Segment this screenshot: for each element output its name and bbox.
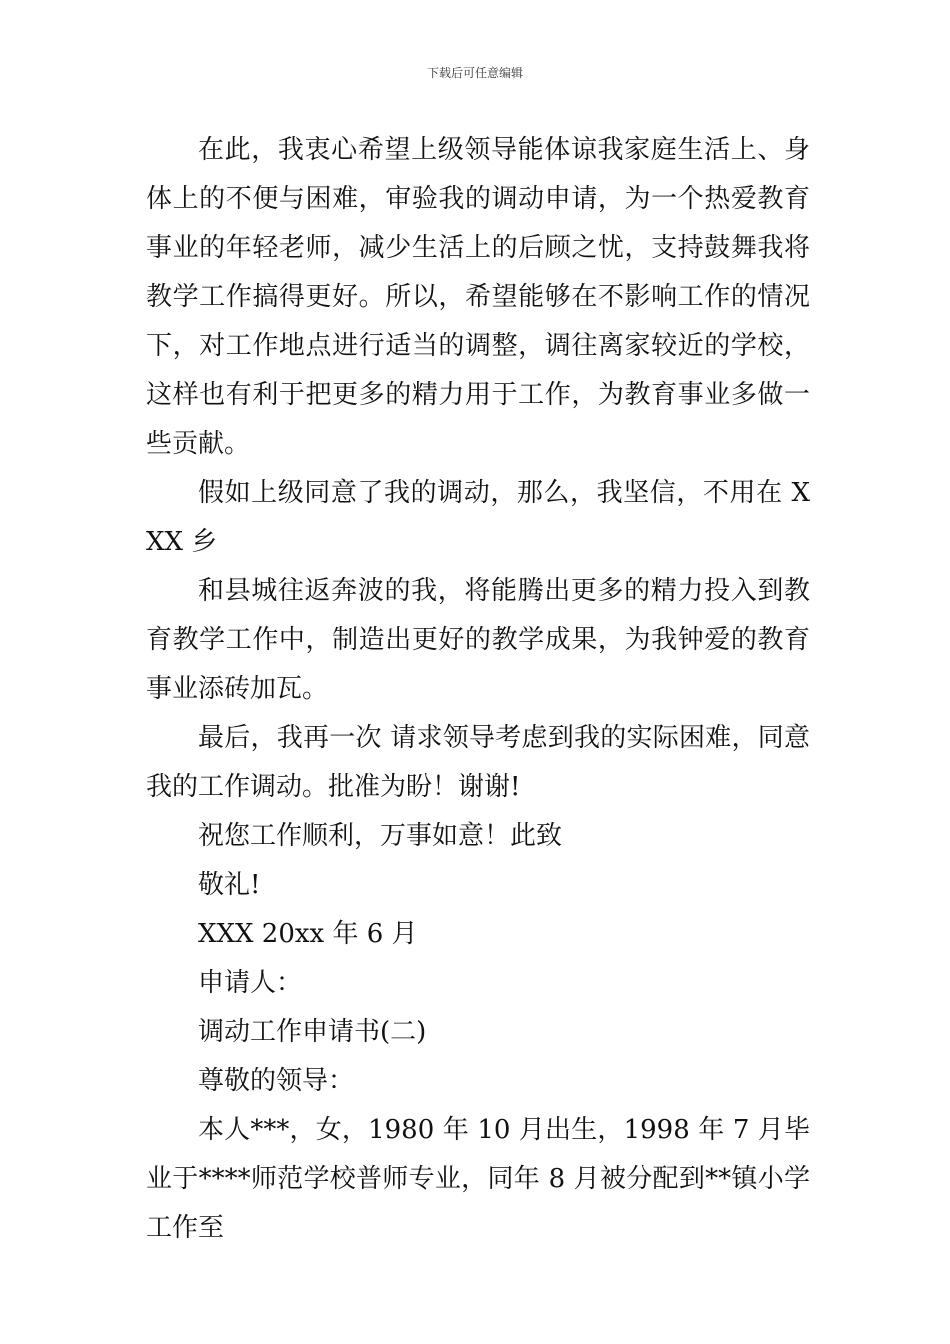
signature-date: XXX 20xx 年 6 月	[198, 919, 418, 949]
signature-applicant: 申请人：	[198, 968, 303, 998]
paragraph-county-commute: 和县城往返奔波的我，将能腾出更多的精力投入到教育教学工作中，制造出更好的教学成果，为我钟爱的教育事业添砖加瓦。	[146, 576, 810, 704]
paragraph-self-intro: 本人***，女，1980 年 10 月出生，1998 年 7 月毕业于****师范学校普师专业，同年 8 月被分配到**镇小学工作至	[146, 1115, 810, 1243]
paragraph-final-request: 最后，我再一次 请求领导考虑到我的实际困难，同意我的工作调动。批准为盼！谢谢!	[146, 723, 810, 802]
page-header-note: 下载后可任意编辑	[426, 66, 523, 80]
salutation: 尊敬的领导：	[198, 1066, 355, 1096]
closing-wish: 祝您工作顺利，万事如意！此致	[198, 821, 563, 851]
paragraph-hope: 在此，我衷心希望上级领导能体谅我家庭生活上、身体上的不便与困难，审验我的调动申请，为一个热爱教育事业的年轻老师，减少生活上的后顾之忧，支持鼓舞我将教学工作搞得更好。所以，希望能够在不影响工作的情况下，对工作地点进行适当的调整，调往离家较近的学校，这样也有利于把更多的精力用于工作，为教育事业多做一些贡献。	[146, 135, 810, 459]
paragraph-if-approved: 假如上级同意了我的调动，那么，我坚信，不用在 XXX 乡	[146, 478, 810, 557]
document-body	[146, 126, 810, 1253]
closing-salute: 敬礼!	[198, 870, 261, 900]
section-title: 调动工作申请书(二)	[198, 1017, 427, 1047]
